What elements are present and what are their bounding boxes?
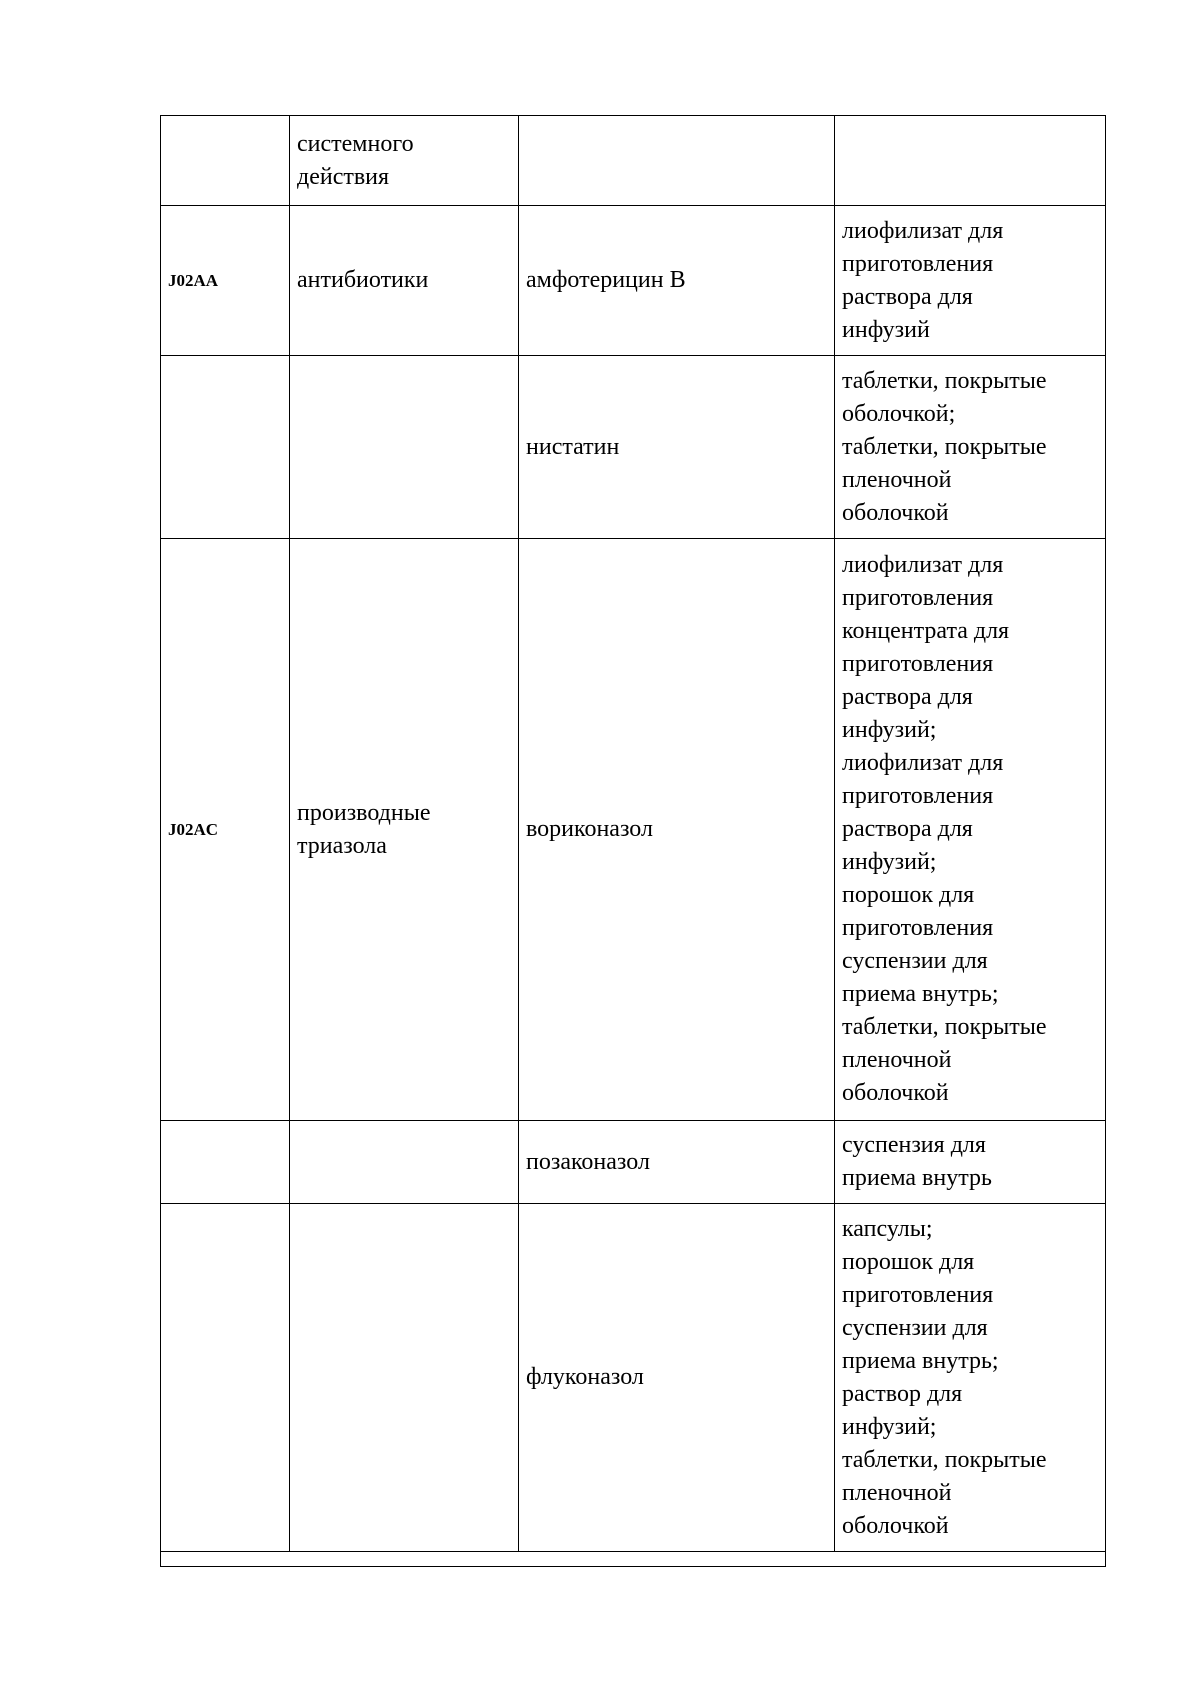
atc-code-cell: J02AC: [161, 539, 290, 1121]
group-cell: производные триазола: [290, 539, 519, 1121]
table-row: [161, 539, 1106, 1121]
atc-code-cell: [161, 116, 290, 206]
group-cell: антибиотики: [290, 206, 519, 356]
table-row: [161, 206, 1106, 356]
dosage-forms-cell: [835, 116, 1106, 206]
drug-name-cell: нистатин: [519, 356, 835, 539]
drug-name-cell: позаконазол: [519, 1121, 835, 1204]
dosage-forms-cell: лиофилизат для приготовления концентрата для приготовления раствора для инфузий; лиофилизат для приготовления раствора для инфузий; порошок для приготовления суспензии для приема внутрь; таблетки, покрытые пленочной оболочкой: [835, 539, 1106, 1121]
dosage-forms-cell: таблетки, покрытые оболочкой; таблетки, покрытые пленочной оболочкой: [835, 356, 1106, 539]
group-cell: [290, 356, 519, 539]
drug-name-cell: флуконазол: [519, 1204, 835, 1552]
drug-name-cell: вориконазол: [519, 539, 835, 1121]
atc-code-cell: [161, 356, 290, 539]
dosage-forms-cell: капсулы; порошок для приготовления суспензии для приема внутрь; раствор для инфузий; таблетки, покрытые пленочной оболочкой: [835, 1204, 1106, 1552]
group-cell: [290, 1204, 519, 1552]
table-footer-cell: [161, 1552, 1106, 1567]
group-cell: системного действия: [290, 116, 519, 206]
atc-code-cell: J02AA: [161, 206, 290, 356]
table-row: [161, 116, 1106, 206]
table-row: [161, 1204, 1106, 1552]
drug-name-cell: [519, 116, 835, 206]
table-row: [161, 356, 1106, 539]
drug-name-cell: амфотерицин В: [519, 206, 835, 356]
dosage-forms-cell: лиофилизат для приготовления раствора для инфузий: [835, 206, 1106, 356]
atc-code-cell: [161, 1204, 290, 1552]
table-row: [161, 1121, 1106, 1204]
dosage-forms-cell: суспензия для приема внутрь: [835, 1121, 1106, 1204]
group-cell: [290, 1121, 519, 1204]
table-footer-row: [161, 1552, 1106, 1567]
atc-code-cell: [161, 1121, 290, 1204]
drug-table: [160, 115, 1106, 1567]
